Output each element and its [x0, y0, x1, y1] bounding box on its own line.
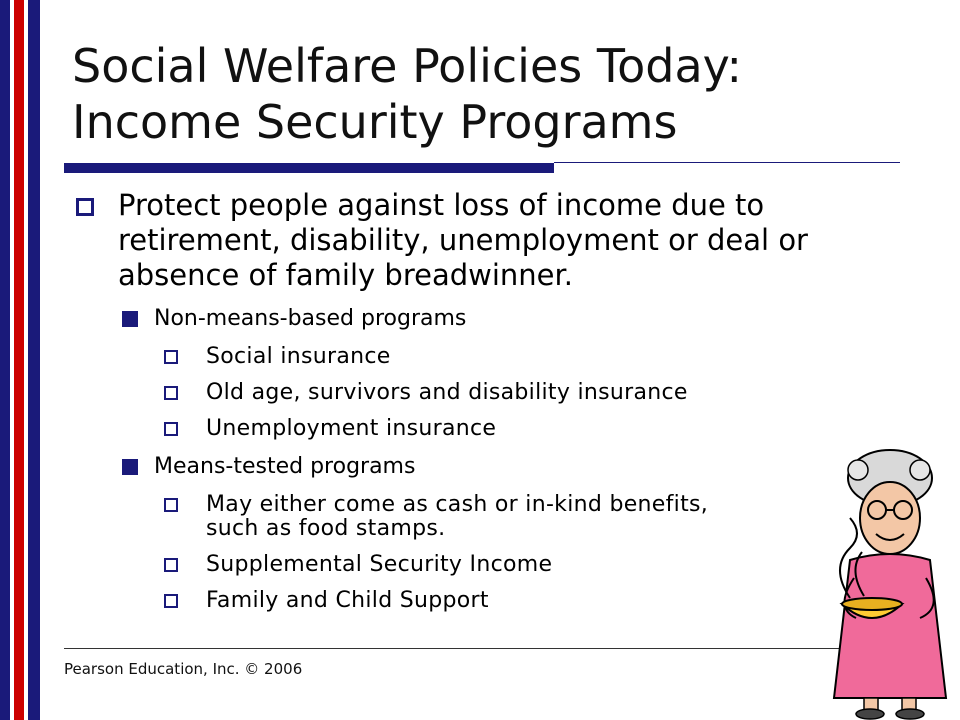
red-stripe — [14, 0, 24, 720]
list-item — [72, 417, 862, 441]
title-underline-thin — [554, 162, 900, 163]
hollow-square-bullet-icon — [76, 198, 94, 216]
list-item — [72, 345, 862, 369]
list-item — [72, 553, 862, 577]
list-item-text: Family and Child Support — [206, 588, 489, 613]
list-item-text: May either come as cash or in-kind benefits, such as food stamps. — [206, 492, 709, 541]
hollow-square-bullet-icon — [164, 594, 178, 608]
grandmother-clipart-icon — [820, 448, 960, 720]
solid-square-bullet-icon — [122, 311, 138, 327]
list-item-text: Unemployment insurance — [206, 416, 497, 441]
list-item-text: Supplemental Security Income — [206, 552, 553, 577]
navy-stripe — [0, 0, 10, 720]
group-heading-means-tested — [72, 453, 862, 481]
list-item — [72, 589, 862, 613]
hollow-square-bullet-icon — [164, 422, 178, 436]
group-heading-non-means — [72, 305, 862, 333]
list-item-text: Social insurance — [206, 344, 391, 369]
slide-title — [72, 38, 912, 150]
main-bullet-item — [72, 188, 862, 293]
hollow-square-bullet-icon — [164, 350, 178, 364]
list-item — [72, 381, 862, 405]
list-item-text: Old age, survivors and disability insurance — [206, 380, 688, 405]
hollow-square-bullet-icon — [164, 498, 178, 512]
decorative-stripes — [0, 0, 46, 720]
group-label: Non-means-based programs — [154, 306, 467, 331]
title-line-1: Social Welfare Policies Today: — [72, 39, 743, 93]
navy-stripe — [28, 0, 40, 720]
group-label: Means-tested programs — [154, 454, 416, 479]
slide-content — [72, 188, 862, 613]
solid-square-bullet-icon — [122, 459, 138, 475]
hollow-square-bullet-icon — [164, 558, 178, 572]
title-line-2: Income Security Programs — [72, 95, 678, 149]
footer-divider — [64, 648, 900, 649]
main-bullet-text: Protect people against loss of income due to retirement, disability, unemployment or deal or absence of family breadwinner. — [118, 188, 808, 292]
hollow-square-bullet-icon — [164, 386, 178, 400]
title-underline-thick — [64, 163, 554, 173]
list-item — [72, 493, 766, 541]
footer-copyright: Pearson Education, Inc. © 2006 — [64, 660, 303, 678]
